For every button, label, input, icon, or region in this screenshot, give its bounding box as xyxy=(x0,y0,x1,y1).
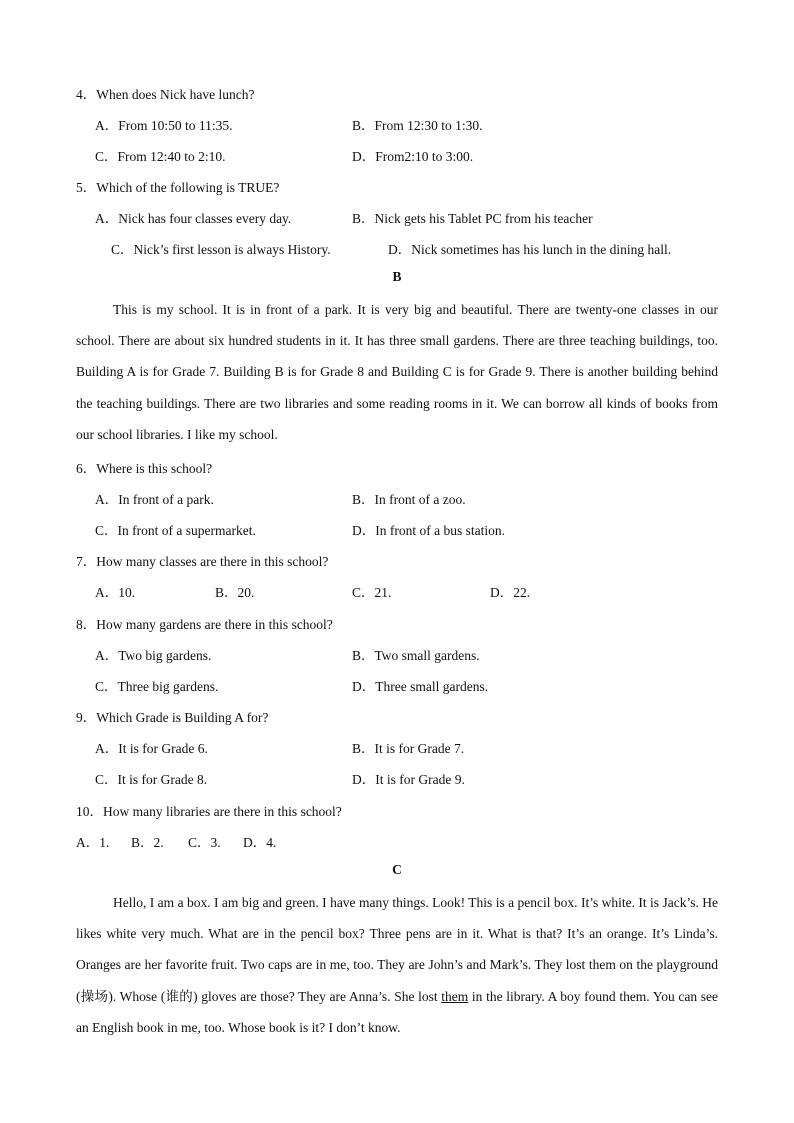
q10-option-c: C．3. xyxy=(188,835,221,850)
section-c-passage-part2: in the library. A boy found them. You can see an English book in me, too. Whose book is it? I don’t know. xyxy=(76,988,719,1035)
q6-option-d: D．In front of a bus station. xyxy=(352,523,505,538)
q4-option-b: B．From 12:30 to 1:30. xyxy=(352,118,483,133)
question-4: 4．When does Nick have lunch? xyxy=(76,87,255,102)
q9-option-c: C．It is for Grade 8. xyxy=(95,772,208,787)
q9-option-b: B．It is for Grade 7. xyxy=(352,741,465,756)
question-8: 8．How many gardens are there in this school? xyxy=(76,617,333,632)
section-c-passage xyxy=(76,887,718,1043)
section-b-heading: B xyxy=(392,269,402,284)
question-5: 5．Which of the following is TRUE? xyxy=(76,180,280,195)
q6-option-a: A．In front of a park. xyxy=(95,492,214,507)
q5-option-b: B．Nick gets his Tablet PC from his teacher xyxy=(352,211,593,226)
q7-option-a: A．10. xyxy=(95,585,136,600)
q6-option-b: B．In front of a zoo. xyxy=(352,492,466,507)
q4-option-d: D．From2:10 to 3:00. xyxy=(352,149,474,164)
question-9: 9．Which Grade is Building A for? xyxy=(76,710,269,725)
q8-option-d: D．Three small gardens. xyxy=(352,679,489,694)
q6-option-c: C．In front of a supermarket. xyxy=(95,523,256,538)
question-7: 7．How many classes are there in this school? xyxy=(76,554,329,569)
q7-option-c: C．21. xyxy=(352,585,392,600)
question-10: 10．How many libraries are there in this school? xyxy=(76,804,342,819)
q4-option-c: C．From 12:40 to 2:10. xyxy=(95,149,226,164)
section-c-passage-part1: Hello, I am a box. I am big and green. I have many things. Look! This is a pencil box. It’s white. It is Jack’s. He likes white very much. What are in the pencil box? Three pens are in it. What is that? It’s an orange. It’s Linda’s. Oranges are her favorite fruit. Two caps are in me, too. They are John’s and Mark’s. They lost them on the playground (操场). Whose (谁的) gloves are those? They are Anna’s. She lost xyxy=(76,895,718,1004)
underlined-word: them xyxy=(441,988,469,1004)
q10-option-a: A．1. xyxy=(76,835,110,850)
q5-option-d: D．Nick sometimes has his lunch in the dining hall. xyxy=(388,242,672,257)
section-b-passage: This is my school. It is in front of a park. It is very big and beautiful. There are twenty-one classes in our school. There are about six hundred students in it. It has three small gardens. There are three teaching buildings, too. Building A is for Grade 7. Building B is for Grade 8 and Building C is for Grade 9. There is another building behind the teaching buildings. There are two libraries and some reading rooms in it. We can borrow all kinds of books from our school libraries. I like my school. xyxy=(76,302,718,442)
q10-option-b: B．2. xyxy=(131,835,164,850)
q8-option-b: B．Two small gardens. xyxy=(352,648,480,663)
q8-option-c: C．Three big gardens. xyxy=(95,679,219,694)
q5-option-c: C．Nick’s first lesson is always History. xyxy=(111,242,331,257)
q8-option-a: A．Two big gardens. xyxy=(95,648,212,663)
q7-option-b: B．20. xyxy=(215,585,255,600)
q9-option-a: A．It is for Grade 6. xyxy=(95,741,208,756)
q9-option-d: D．It is for Grade 9. xyxy=(352,772,465,787)
q4-option-a: A．From 10:50 to 11:35. xyxy=(95,118,233,133)
q10-option-d: D．4. xyxy=(243,835,277,850)
q5-option-a: A．Nick has four classes every day. xyxy=(95,211,292,226)
section-c-heading: C xyxy=(392,862,402,877)
question-6: 6．Where is this school? xyxy=(76,461,213,476)
q7-option-d: D．22. xyxy=(490,585,531,600)
